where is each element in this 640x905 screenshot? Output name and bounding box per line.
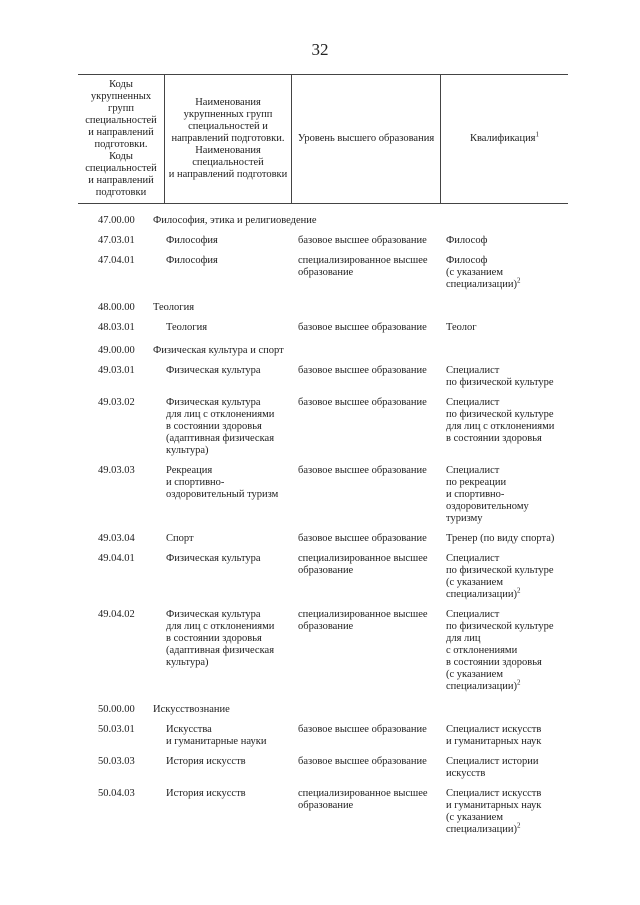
group-heading	[98, 701, 568, 724]
row-name: История искусств	[166, 756, 246, 767]
group-code: 50.00.00	[98, 704, 135, 715]
row-name: Философия	[166, 235, 218, 246]
row-qualification: Специалист искусств и гуманитарных наук (с указанием специализации)$^2$	[446, 788, 542, 835]
row-name: Искусства и гуманитарные науки	[166, 724, 267, 747]
row-qualification: Философ	[446, 235, 488, 246]
row-name: Теология	[166, 322, 208, 333]
group-heading	[98, 299, 568, 322]
row-name: Рекреация и спортивно- оздоровительный туризм	[166, 465, 279, 500]
footnote-mark: 2	[516, 276, 521, 285]
footnote-mark: 2	[516, 586, 521, 595]
table-row	[98, 724, 568, 748]
row-code: 49.03.01	[98, 365, 135, 376]
header-names: Наименования укрупненных групп специальностей и направлений подготовки. Наименования специальностей и направлений подготовки	[165, 75, 292, 204]
row-level: базовое высшее образование	[298, 533, 427, 544]
footnote-mark: 2	[516, 821, 521, 830]
row-code: 47.04.01	[98, 255, 135, 266]
table-row	[98, 756, 568, 780]
row-code: 49.03.04	[98, 533, 135, 544]
page-number: 32	[311, 40, 329, 59]
row-code: 50.03.01	[98, 724, 135, 735]
row-level: базовое высшее образование	[298, 724, 427, 735]
row-level: специализированное высшее образование	[298, 255, 428, 278]
row-qualification: Специалист искусств и гуманитарных наук	[446, 724, 542, 747]
table-row	[98, 788, 568, 836]
row-level: базовое высшее образование	[298, 235, 427, 246]
row-name: Физическая культура для лиц с отклонениями в состоянии здоровья (адаптивная физическая культура)	[166, 609, 275, 668]
table-row	[98, 609, 568, 693]
footnote-mark: 2	[516, 678, 521, 687]
row-level: специализированное высшее образование	[298, 553, 428, 576]
table-row	[98, 465, 568, 525]
row-level: базовое высшее образование	[298, 756, 427, 767]
table-row	[98, 553, 568, 601]
row-qualification: Философ (с указанием специализации)$^2$	[446, 255, 521, 290]
row-code: 48.03.01	[98, 322, 135, 333]
group-section	[98, 342, 568, 693]
row-qualification: Специалист по физической культуре (с указанием специализации)$^2$	[446, 553, 554, 600]
row-code: 49.03.02	[98, 397, 135, 408]
table-row	[98, 255, 568, 291]
table-row	[98, 322, 568, 334]
group-section	[98, 212, 568, 291]
group-name: Физическая культура и спорт	[153, 345, 284, 356]
row-name: История искусств	[166, 788, 246, 799]
group-name: Теология	[153, 302, 195, 313]
row-level: базовое высшее образование	[298, 397, 427, 408]
row-name: Физическая культура для лиц с отклонениями в состоянии здоровья (адаптивная физическая культура)	[166, 397, 275, 456]
header-codes: Коды укрупненных групп специальностей и направлений подготовки. Коды специальностей и направлений подготовки	[78, 75, 165, 204]
row-qualification: Специалист по рекреации и спортивно- оздоровительному туризму	[446, 465, 529, 524]
group-heading	[98, 342, 568, 365]
row-level: специализированное высшее образование	[298, 609, 428, 632]
group-name: Искусствознание	[153, 704, 230, 715]
row-name: Физическая культура	[166, 553, 261, 564]
table-row	[98, 397, 568, 457]
row-code: 49.04.02	[98, 609, 135, 620]
table-row	[98, 365, 568, 389]
row-name: Физическая культура	[166, 365, 261, 376]
row-qualification: Теолог	[446, 322, 477, 333]
row-code: 49.04.01	[98, 553, 135, 564]
row-code: 50.03.03	[98, 756, 135, 767]
group-name: Философия, этика и религиоведение	[153, 215, 317, 226]
row-level: специализированное высшее образование	[298, 788, 428, 811]
row-code: 49.03.03	[98, 465, 135, 476]
row-level: базовое высшее образование	[298, 365, 427, 376]
table-header	[78, 74, 568, 204]
row-qualification: Специалист по физической культуре для лиц с отклонениями в состоянии здоровья (с указанием специализации)$^2$	[446, 609, 554, 692]
row-qualification: Специалист истории искусств	[446, 756, 539, 779]
row-qualification: Тренер (по виду спорта)	[446, 533, 555, 544]
row-qualification: Специалист по физической культуре для лиц с отклонениями в состоянии здоровья	[446, 397, 555, 444]
header-qualification: Квалификация$^1$	[441, 75, 569, 204]
row-qualification: Специалист по физической культуре	[446, 365, 554, 388]
group-code: 47.00.00	[98, 215, 135, 226]
group-code: 48.00.00	[98, 302, 135, 313]
table-row	[98, 235, 568, 247]
row-name: Спорт	[166, 533, 194, 544]
row-level: базовое высшее образование	[298, 465, 427, 476]
table-row	[98, 533, 568, 545]
header-level: Уровень высшего образования	[292, 75, 441, 204]
row-code: 47.03.01	[98, 235, 135, 246]
footnote-mark: 1	[535, 130, 540, 139]
group-section	[98, 701, 568, 836]
row-name: Философия	[166, 255, 218, 266]
group-heading	[98, 212, 568, 235]
row-level: базовое высшее образование	[298, 322, 427, 333]
row-code: 50.04.03	[98, 788, 135, 799]
group-section	[98, 299, 568, 334]
table-body	[98, 212, 568, 844]
group-code: 49.00.00	[98, 345, 135, 356]
